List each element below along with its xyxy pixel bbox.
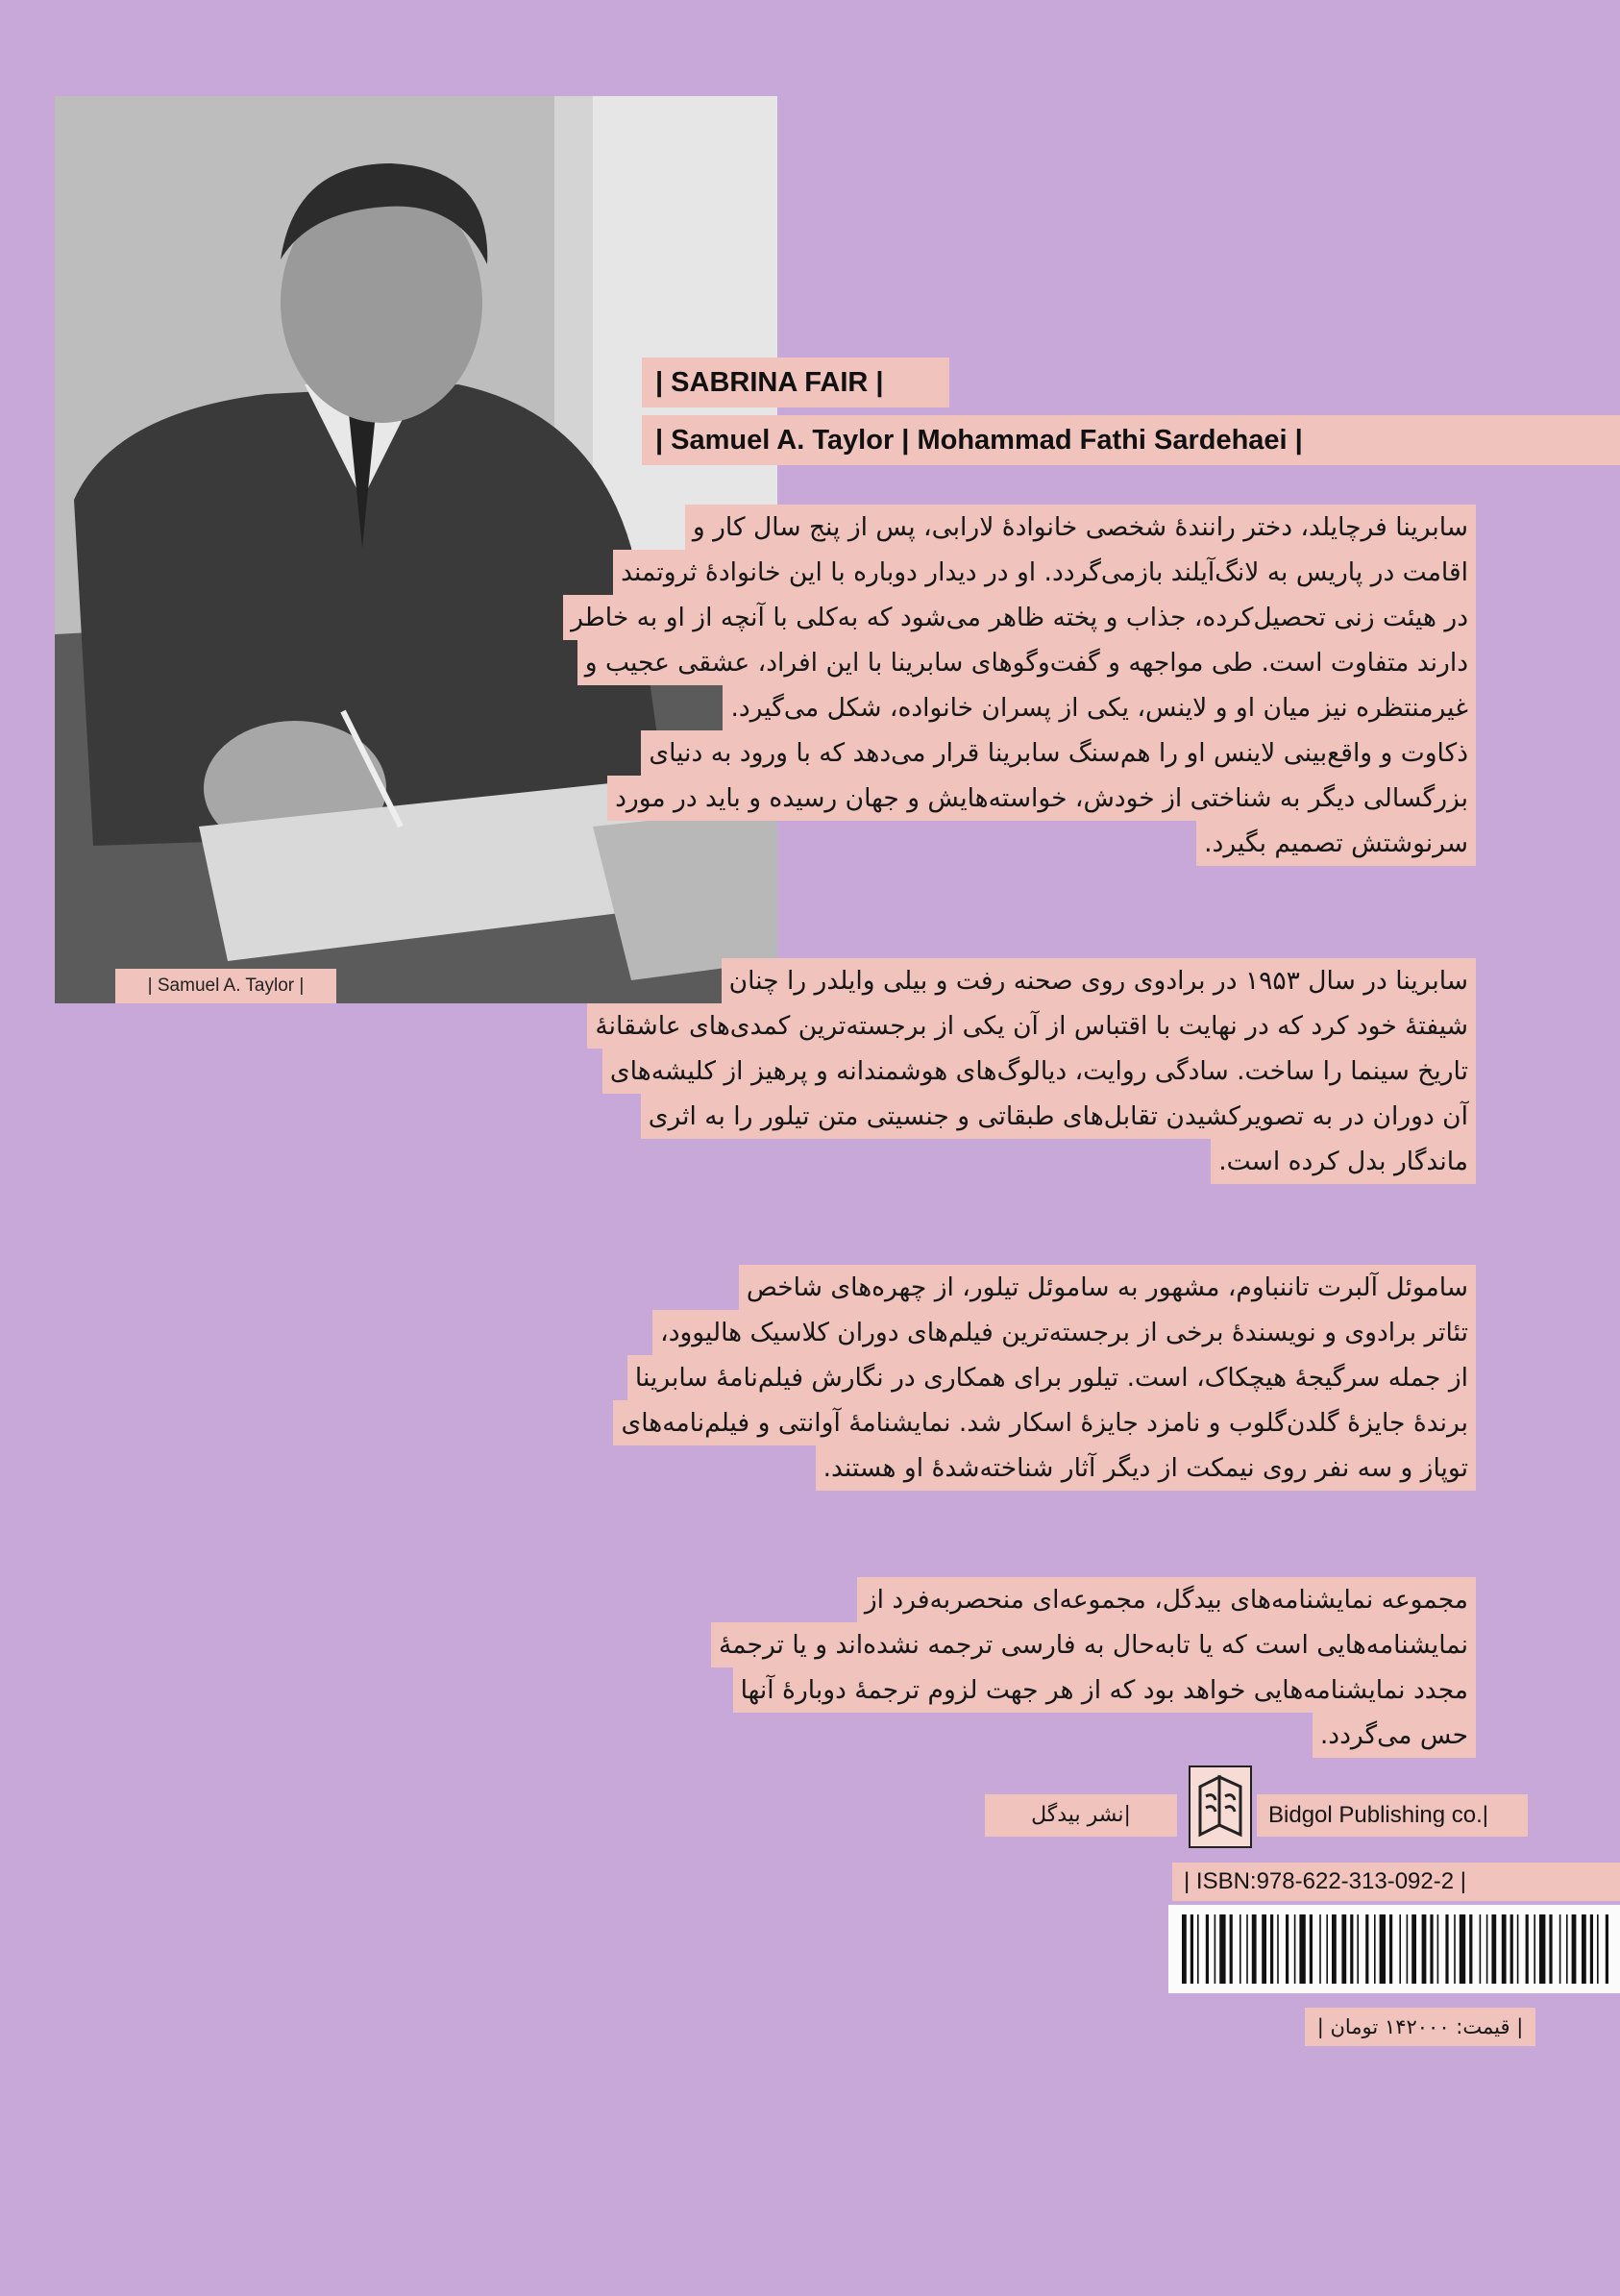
photo-caption: | Samuel A. Taylor | (115, 969, 336, 1003)
text-line: سرنوشتش تصمیم بگیرد. (1196, 821, 1476, 866)
text-line: مجموعه نمایشنامه‌های بیدگل، مجموعه‌ای منحصربه‌فرد از (857, 1577, 1476, 1622)
isbn-label: | ISBN:978-622-313-092-2 | (1172, 1863, 1620, 1901)
text-line: شیفتهٔ خود کرد که در نهایت با اقتباس از آن یکی از برجسته‌ترین کمدی‌های عاشقانهٔ (587, 1003, 1476, 1049)
text-line: تاریخ سینما را ساخت. سادگی روایت، دیالوگ‌های هوشمندانه و پرهیز از کلیشه‌های (602, 1049, 1476, 1094)
text-line: حس می‌گردد. (1313, 1713, 1476, 1758)
publisher-name-en: Bidgol Publishing co.| (1257, 1794, 1528, 1837)
series-paragraph (711, 1577, 1476, 1758)
text-line: نمایشنامه‌هایی است که یا تابه‌حال به فارسی ترجمه نشده‌اند و یا ترجمهٔ (711, 1622, 1476, 1667)
book-authors: | Samuel A. Taylor | Mohammad Fathi Sardehaei | (642, 415, 1620, 465)
text-line: برندهٔ جایزهٔ گلدن‌گلوب و نامزد جایزهٔ اسکار شد. نمایشنامهٔ آوانتی و فیلم‌نامه‌های (613, 1400, 1476, 1445)
text-line: سابرینا در سال ۱۹۵۳ در برادوی روی صحنه رفت و بیلی وایلدر را چنان (722, 958, 1476, 1003)
author-bio-paragraph (613, 1265, 1476, 1491)
text-line: آن دوران در به تصویرکشیدن تقابل‌های طبقاتی و جنسیتی متن تیلور را به اثری (641, 1094, 1476, 1139)
synopsis-paragraph (563, 505, 1476, 866)
barcode (1168, 1905, 1620, 1993)
text-line: اقامت در پاریس به لانگ‌آیلند بازمی‌گردد. او در دیدار دوباره با این خانوادهٔ ثروتمند (613, 550, 1476, 595)
history-paragraph (587, 958, 1476, 1184)
text-line: تئاتر برادوی و نویسندهٔ برخی از برجسته‌ترین فیلم‌های دوران کلاسیک هالیوود، (652, 1310, 1476, 1355)
text-line: مجدد نمایشنامه‌هایی خواهد بود که از هر جهت لزوم ترجمهٔ دوبارهٔ آنها (733, 1667, 1476, 1713)
publisher-name-fa: |نشر بیدگل (985, 1794, 1177, 1837)
text-line: سابرینا فرچایلد، دختر رانندهٔ شخصی خانوادهٔ لارابی، پس از پنج سال کار و (685, 505, 1476, 550)
text-line: در هیئت زنی تحصیل‌کرده، جذاب و پخته ظاهر می‌شود که به‌کلی با آنچه از او به خاطر (563, 595, 1476, 640)
text-line: بزرگسالی دیگر به شناختی از خودش، خواسته‌هایش و جهان رسیده و باید در مورد (607, 776, 1476, 821)
book-title: | SABRINA FAIR | (642, 358, 949, 407)
price-label: | قیمت: ۱۴۲۰۰۰ تومان | (1305, 2008, 1535, 2046)
text-line: توپاز و سه نفر روی نیمکت از دیگر آثار شناخته‌شدهٔ او هستند. (816, 1445, 1476, 1491)
text-line: غیرمنتظره نیز میان او و لاینس، یکی از پسران خانواده، شکل می‌گیرد. (723, 685, 1476, 730)
text-line: ساموئل آلبرت تاننباوم، مشهور به ساموئل تیلور، از چهره‌های شاخص (739, 1265, 1476, 1310)
text-line: از جمله سرگیجهٔ هیچکاک، است. تیلور برای همکاری در نگارش فیلم‌نامهٔ سابرینا (627, 1355, 1476, 1400)
text-line: ماندگار بدل کرده است. (1211, 1139, 1476, 1184)
book-logo-icon (1189, 1765, 1252, 1848)
text-line: ذکاوت و واقع‌بینی لاینس او را هم‌سنگ سابرینا قرار می‌دهد که با ورود به دنیای (641, 730, 1476, 776)
text-line: دارند متفاوت است. طی مواجهه و گفت‌وگوهای سابرینا با این افراد، عشقی عجیب و (577, 640, 1476, 685)
